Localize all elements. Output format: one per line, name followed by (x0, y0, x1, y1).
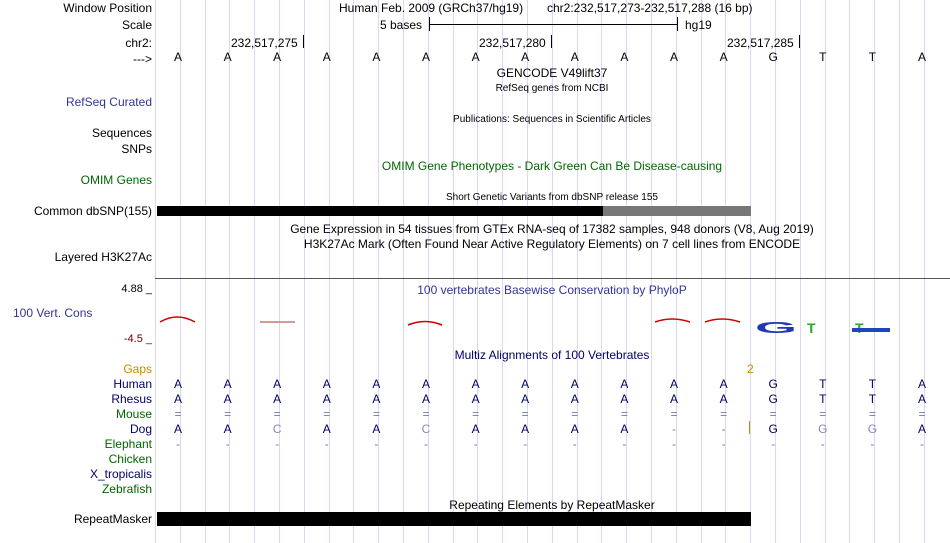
alignment-base: A (521, 422, 530, 436)
grid-line (477, 0, 478, 543)
reference-base: A (521, 50, 530, 64)
species-label[interactable]: Mouse (115, 407, 152, 421)
reference-base: A (173, 50, 183, 64)
h3k27-title[interactable]: H3K27Ac Mark (Often Found Near Active Regulatory Elements) on 7 cell lines from ENCODE (303, 237, 801, 251)
phylop-peak-1 (160, 317, 195, 322)
alignment-base: A (223, 422, 232, 436)
alignment-base: - (771, 437, 776, 451)
alignment-base: A (471, 392, 480, 406)
chr-label[interactable]: chr2: (125, 36, 152, 50)
alignment-base: - (721, 422, 726, 436)
reference-base: A (669, 50, 679, 64)
phylop-peak-3 (655, 319, 690, 322)
repeatmasker-feature[interactable] (157, 512, 751, 526)
tick-mark-1 (303, 35, 304, 48)
position-text[interactable]: chr2:232,517,273-232,517,288 (16 bp) (547, 1, 753, 15)
reference-base: A (570, 50, 579, 64)
alignment-base: - (672, 437, 676, 451)
alignment-base: - (622, 437, 627, 451)
multiz-title[interactable]: Multiz Alignments of 100 Vertebrates (454, 348, 650, 362)
strand-arrow-label[interactable]: ---> (133, 52, 152, 66)
refseq-label[interactable]: RefSeq Curated (65, 95, 152, 109)
logo-g: G (755, 320, 797, 337)
grid-line (701, 0, 702, 543)
alignment-base: A (620, 392, 629, 406)
species-label[interactable]: Dog (129, 422, 152, 436)
species-label[interactable]: Elephant (104, 437, 152, 451)
scale-text: 5 bases (380, 18, 423, 32)
alignment-base: = (769, 407, 777, 421)
alignment-base: - (870, 437, 875, 451)
alignment-base: T (868, 377, 877, 391)
grid-line (329, 0, 330, 543)
alignment-base: = (472, 407, 480, 421)
species-label[interactable]: Chicken (108, 452, 152, 466)
alignment-base: A (719, 392, 728, 406)
gaps-label[interactable]: Gaps (123, 362, 152, 376)
alignment-base: G (867, 422, 878, 436)
conservation-plot (155, 300, 950, 340)
alignment-base: A (273, 377, 282, 391)
grid-line (725, 0, 726, 543)
alignment-base: - (275, 437, 280, 451)
alignment-base: - (225, 437, 230, 451)
reference-base: A (620, 50, 629, 64)
alignment-base: = (521, 407, 529, 421)
alignment-base: = (571, 407, 579, 421)
scale-bar-left-end (429, 17, 430, 31)
gtex-title[interactable]: Gene Expression in 54 tissues from GTEx RNA-seq of 17382 samples, 948 donors (V8, Aug 2019) (290, 222, 814, 236)
alignment-base: - (920, 437, 924, 451)
alignment-base: G (768, 422, 778, 436)
alignment-base: A (521, 392, 530, 406)
alignment-base: - (721, 437, 726, 451)
scale-bar-right-end (677, 17, 678, 31)
grid-line (254, 0, 255, 543)
snps-label[interactable]: SNPs (121, 142, 152, 156)
alignment-base: A (421, 377, 431, 391)
alignment-base: - (572, 437, 577, 451)
grid-line (428, 0, 429, 543)
alignment-base: A (620, 422, 629, 436)
track-divider (155, 278, 950, 279)
alignment-base: A (372, 392, 381, 406)
alignment-base: A (322, 422, 331, 436)
tick-mark-2 (551, 35, 552, 48)
alignment-base: - (820, 437, 825, 451)
phylop-peak-2 (408, 322, 442, 326)
alignment-base: A (173, 392, 183, 406)
logo-a (852, 328, 890, 332)
alignment-base: A (471, 377, 480, 391)
grid-line (403, 0, 404, 543)
sequences-label[interactable]: Sequences (91, 126, 152, 140)
grid-line (800, 0, 801, 543)
alignment-base: A (421, 392, 431, 406)
grid-line (849, 0, 850, 543)
logo-t-1: T (807, 320, 816, 336)
alignment-base: = (720, 407, 728, 421)
assembly-title: Human Feb. 2009 (GRCh37/hg19) (339, 1, 524, 15)
gap-marker (749, 421, 750, 434)
reference-base: A (273, 50, 282, 64)
dbsnp-label[interactable]: Common dbSNP(155) (33, 204, 152, 218)
pubs-title[interactable]: Publications: Sequences in Scientific Articles (453, 114, 651, 125)
omim-label[interactable]: OMIM Genes (80, 173, 152, 187)
alignment-base: A (372, 377, 381, 391)
alignment-base: = (372, 407, 380, 421)
alignment-base: - (176, 437, 180, 451)
alignment-base: T (819, 377, 827, 391)
alignment-base: A (322, 392, 331, 406)
reference-base: T (868, 50, 877, 64)
alignment-base: G (768, 392, 778, 406)
alignment-base: - (374, 437, 379, 451)
reference-base: A (471, 50, 480, 64)
dbsnp-title[interactable]: Short Genetic Variants from dbSNP release 155 (446, 192, 658, 203)
alignment-base: A (273, 392, 282, 406)
phylop-title[interactable]: 100 vertebrates Basewise Conservation by PhyloP (417, 283, 687, 297)
alignment-base: - (523, 437, 528, 451)
grid-line (825, 0, 826, 543)
tick-mark-3 (799, 35, 800, 48)
alignment-base: A (322, 377, 331, 391)
tick-label-2: 232,517,280 (479, 36, 546, 50)
alignment-base: - (473, 437, 478, 451)
grid-line (304, 0, 305, 543)
repeat-title[interactable]: Repeating Elements by RepeatMasker (449, 498, 655, 512)
grid-line (676, 0, 677, 543)
cons-label[interactable]: 100 Vert. Cons (13, 306, 93, 320)
alignment-base: C (421, 422, 431, 436)
grid-line (180, 0, 181, 543)
grid-line (205, 0, 206, 543)
alignment-base: A (521, 377, 530, 391)
alignment-base: = (323, 407, 331, 421)
alignment-base: = (819, 407, 827, 421)
reference-base: A (372, 50, 381, 64)
alignment-base: = (224, 407, 232, 421)
gencode-title[interactable]: GENCODE V49lift37 (496, 66, 608, 80)
alignment-base: A (719, 377, 728, 391)
alignment-base: A (620, 377, 629, 391)
alignment-base: - (424, 437, 428, 451)
alignment-base: A (570, 377, 579, 391)
species-label[interactable]: Rhesus (111, 392, 152, 406)
alignment-base: = (273, 407, 281, 421)
alignment-base: A (471, 422, 480, 436)
grid-line (924, 0, 925, 543)
grid-line (775, 0, 776, 543)
grid-line (750, 0, 751, 543)
alignment-base: A (917, 377, 927, 391)
alignment-base: - (672, 422, 676, 436)
phylop-peak-4 (705, 319, 740, 322)
species-label[interactable]: X_tropicalis (89, 467, 152, 481)
grid-line (899, 0, 900, 543)
alignment-base: A (173, 377, 183, 391)
grid-line (279, 0, 280, 543)
alignment-base: A (570, 392, 579, 406)
tick-label-1: 232,517,275 (231, 36, 298, 50)
reference-base: A (421, 50, 431, 64)
alignment-base: A (570, 422, 579, 436)
phylop-min-label: -4.5 _ (123, 333, 152, 345)
alignment-base: T (868, 392, 877, 406)
alignment-base: T (819, 392, 827, 406)
species-label[interactable]: Zebrafish (101, 482, 152, 496)
scale-bar (429, 24, 677, 25)
alignment-base: G (768, 377, 778, 391)
scale-db: hg19 (685, 18, 712, 32)
repeatmasker-label[interactable]: RepeatMasker (73, 512, 152, 526)
alignment-base: G (818, 422, 828, 436)
omim-title[interactable]: OMIM Gene Phenotypes - Dark Green Can Be Disease-causing (381, 159, 723, 173)
alignment-base: = (918, 407, 926, 421)
alignment-base: = (174, 407, 182, 421)
reference-base: A (322, 50, 331, 64)
scale-label[interactable]: Scale (121, 18, 152, 32)
grid-line (378, 0, 379, 543)
alignment-base: A (669, 392, 679, 406)
h3k27-label[interactable]: Layered H3K27Ac (54, 250, 152, 264)
grid-line (651, 0, 652, 543)
reference-base: G (768, 50, 778, 64)
alignment-base: - (324, 437, 329, 451)
refseq-title[interactable]: RefSeq genes from NCBI (495, 83, 609, 94)
grid-line (626, 0, 627, 543)
alignment-base: A (917, 422, 927, 436)
reference-base: A (719, 50, 728, 64)
alignment-base: = (620, 407, 628, 421)
alignment-base: = (868, 407, 876, 421)
species-label[interactable]: Human (113, 377, 152, 391)
alignment-base: A (372, 422, 381, 436)
alignment-base: A (917, 392, 927, 406)
grid-line (155, 0, 156, 543)
reference-base: T (819, 50, 827, 64)
grid-line (453, 0, 454, 543)
grid-line (229, 0, 230, 543)
alignment-base: A (669, 377, 679, 391)
tick-label-3: 232,517,285 (727, 36, 794, 50)
grid-line (353, 0, 354, 543)
reference-base: A (223, 50, 232, 64)
alignment-base: A (223, 377, 232, 391)
alignment-base: = (422, 407, 430, 421)
grid-line (874, 0, 875, 543)
window-position-label[interactable]: Window Position (63, 1, 152, 15)
gaps-count: 2 (747, 362, 754, 376)
phylop-max-label: 4.88 _ (121, 283, 152, 295)
alignment-base: C (272, 422, 282, 436)
reference-base: A (917, 50, 927, 64)
alignment-base: A (223, 392, 232, 406)
dbsnp-feature-light[interactable] (603, 206, 751, 216)
alignment-base: A (173, 422, 183, 436)
alignment-base: = (670, 407, 678, 421)
